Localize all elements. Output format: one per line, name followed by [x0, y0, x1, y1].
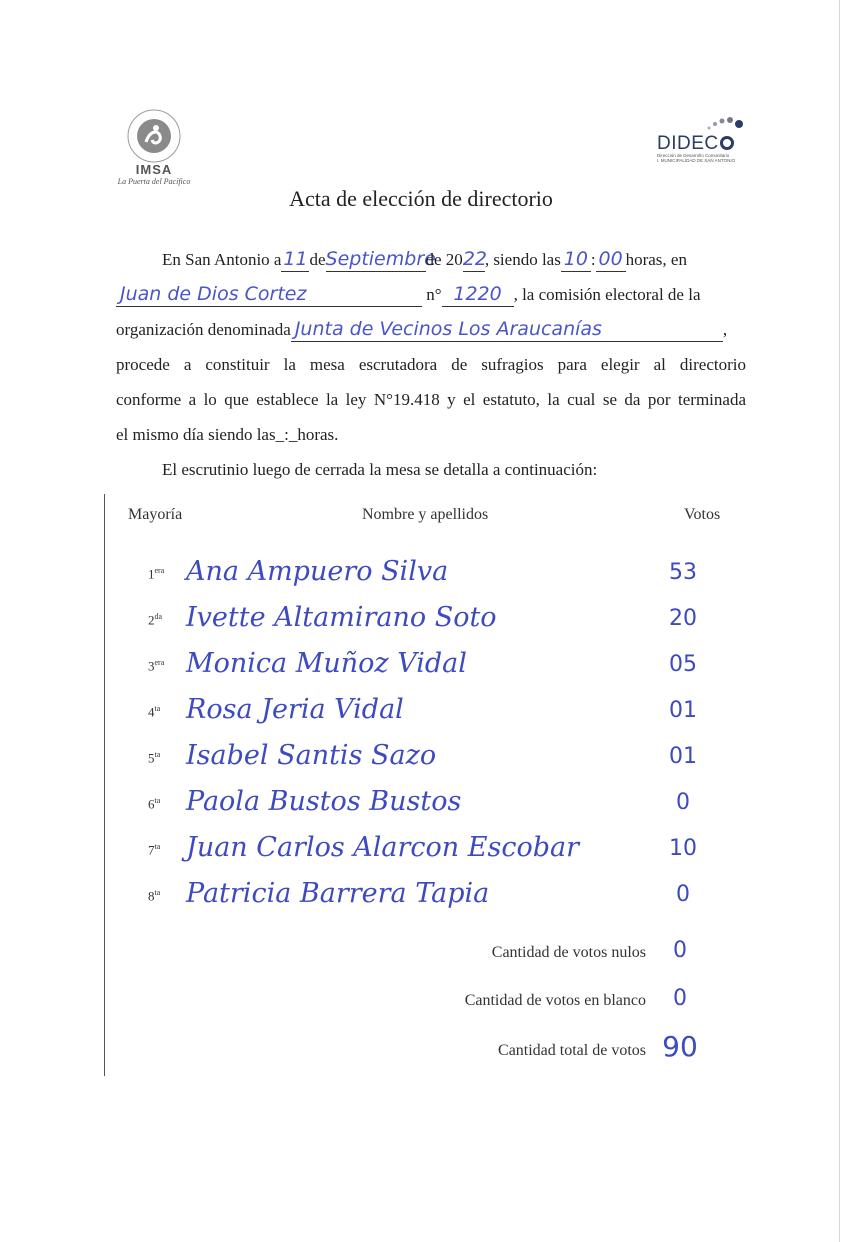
- row-votes: 53: [669, 560, 697, 585]
- row-order: $7^{ta}$: [148, 842, 161, 858]
- dideco-subtitle-2: I. MUNICIPALIDAD DE SAN ANTONIO: [657, 158, 736, 163]
- table-left-border: [104, 494, 105, 1076]
- table-row: [148, 648, 748, 694]
- table-row: [148, 602, 748, 648]
- imsa-logo: [112, 108, 196, 186]
- blank-votes-value: 0: [673, 986, 687, 1011]
- intro-paragraph: [116, 242, 746, 487]
- year-value: 22: [462, 248, 487, 270]
- header-majority: Mayoría: [128, 506, 183, 523]
- row-order: $8^{ta}$: [148, 888, 161, 904]
- total-votes-row: [300, 1030, 740, 1076]
- row-votes: 05: [669, 652, 697, 677]
- row-order: $1^{era}$: [148, 566, 165, 582]
- row-order: $4^{ta}$: [148, 704, 161, 720]
- dideco-o-icon: [720, 136, 734, 150]
- table-row: [148, 832, 748, 878]
- row-name: Juan Carlos Alarcon Escobar: [186, 832, 579, 863]
- row-name: Monica Muñoz Vidal: [186, 648, 467, 679]
- minutes-value: 00: [598, 248, 623, 270]
- intro-line-7: El escrutinio luego de cerrada la mesa se detalla a continuación:: [162, 460, 598, 479]
- total-votes-value: 90: [662, 1030, 698, 1063]
- row-votes: 0: [676, 882, 690, 907]
- month-value: Septiembre: [325, 248, 436, 270]
- dideco-wordmark: DIDEC: [657, 134, 747, 153]
- document-title: Acta de elección de directorio: [289, 186, 553, 211]
- intro-line-5: conforme a lo que establece la ley N°19.418 y el estatuto, la cual se da por terminada: [116, 390, 746, 409]
- number-value: 1220: [453, 283, 502, 305]
- blank-votes-row: [300, 986, 740, 1026]
- row-votes: 01: [669, 744, 697, 769]
- intro-line-4: procede a constituir la mesa escrutadora de sufragios para elegir al directorio: [116, 355, 746, 374]
- intro-line-1: En San Antonio a 11 deSeptiembrede 2022, siendo las 10 : 00 horas, en: [162, 248, 687, 270]
- intro-line-6: el mismo día siendo las_:_horas.: [116, 425, 339, 444]
- table-row: [148, 878, 748, 924]
- total-votes-label: Cantidad total de votos: [498, 1042, 646, 1059]
- imsa-motto: La Puerta del Pacífico: [117, 177, 191, 186]
- hour-value: 10: [563, 248, 588, 270]
- table-row: [148, 786, 748, 832]
- row-name: Paola Bustos Bustos: [186, 786, 462, 817]
- blank-votes-label: Cantidad de votos en blanco: [464, 992, 646, 1009]
- row-order: $5^{ta}$: [148, 750, 161, 766]
- row-votes: 10: [669, 836, 697, 861]
- address-value: Juan de Dios Cortez: [120, 283, 307, 305]
- null-votes-label: Cantidad de votos nulos: [491, 944, 646, 961]
- row-name: Patricia Barrera Tapia: [186, 878, 490, 909]
- table-row: [148, 694, 748, 740]
- row-name: Isabel Santis Sazo: [186, 740, 437, 771]
- dideco-subtitle-1: Dirección de Desarrollo Comunitario: [657, 153, 730, 158]
- row-order: $2^{da}$: [148, 612, 163, 628]
- dideco-logo: [657, 112, 747, 163]
- row-order: $6^{ta}$: [148, 796, 161, 812]
- row-name: Rosa Jeria Vidal: [186, 694, 404, 725]
- row-votes: 01: [669, 698, 697, 723]
- row-votes: 0: [676, 790, 690, 815]
- header-votes: Votos: [684, 506, 721, 523]
- header-name: Nombre y apellidos: [362, 506, 489, 523]
- row-name: Ivette Altamirano Soto: [186, 602, 497, 633]
- row-name: Ana Ampuero Silva: [186, 556, 449, 587]
- organization-value: Junta de Vecinos Los Araucanías: [294, 318, 602, 340]
- imsa-seal-icon: [126, 108, 182, 164]
- imsa-name: IMSA: [135, 162, 173, 177]
- null-votes-row: [300, 938, 740, 978]
- table-row: [148, 740, 748, 786]
- day-value: 11: [283, 248, 308, 270]
- row-order: $3^{era}$: [148, 658, 165, 674]
- dideco-dots-icon: [657, 112, 747, 134]
- intro-line-3: organización denominada Junta de Vecinos Los Araucanías ,: [116, 318, 728, 340]
- null-votes-value: 0: [673, 938, 687, 963]
- intro-line-2: Juan de Dios Cortez n° 1220 , la comisión electoral de la: [116, 277, 746, 312]
- table-row: [148, 556, 748, 602]
- row-votes: 20: [669, 606, 697, 631]
